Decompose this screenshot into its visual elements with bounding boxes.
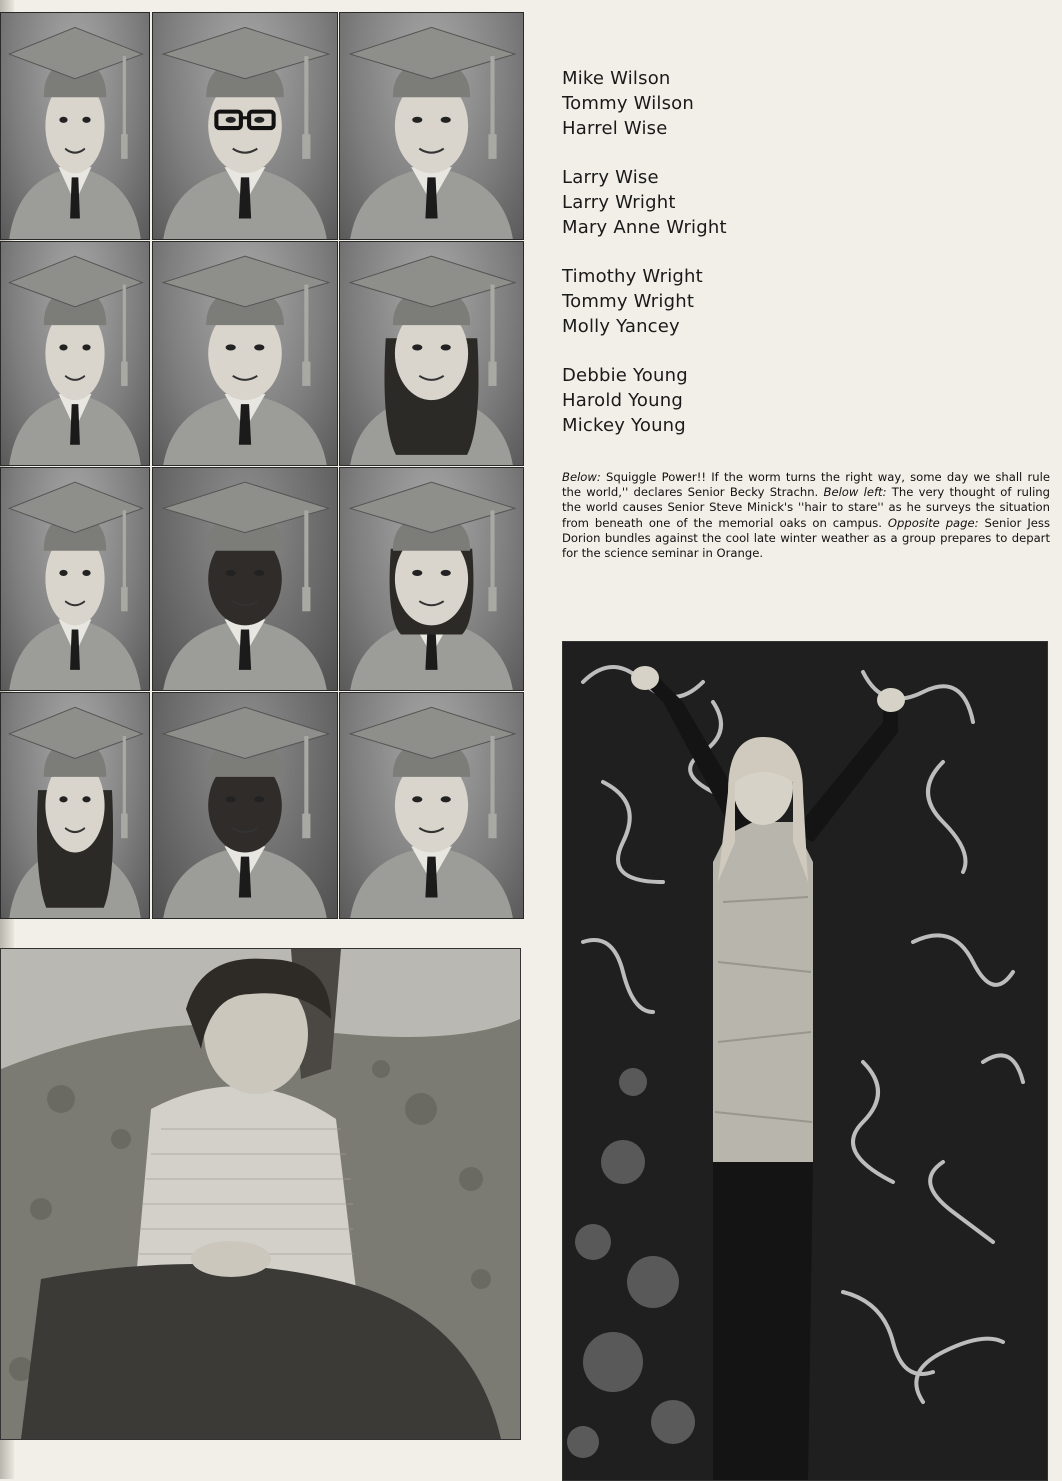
portrait-photo-image bbox=[340, 13, 523, 239]
caption-text-opposite: Senior Jess Dorion bundles against the cool late winter weather as a group prepares to depart for the science seminar in Orange. bbox=[562, 515, 1050, 561]
senior-portrait bbox=[339, 241, 524, 466]
senior-portrait bbox=[152, 241, 338, 466]
senior-portrait-grid bbox=[0, 12, 526, 917]
senior-portrait bbox=[152, 12, 338, 240]
senior-portrait bbox=[0, 12, 150, 240]
oak-tree-scene-image bbox=[1, 949, 520, 1439]
student-name: Molly Yancey bbox=[562, 316, 680, 337]
senior-portrait bbox=[152, 467, 338, 691]
photo-squiggle-power bbox=[562, 641, 1048, 1481]
senior-portrait bbox=[0, 692, 150, 919]
student-name: Mickey Young bbox=[562, 415, 686, 436]
portrait-photo-image bbox=[340, 693, 523, 918]
student-name: Harold Young bbox=[562, 390, 683, 411]
portrait-photo-image bbox=[340, 468, 523, 690]
senior-portrait bbox=[0, 467, 150, 691]
student-name: Debbie Young bbox=[562, 365, 688, 386]
caption-text-below-left: The very thought of ruling the world causes Senior Steve Minick's ''hair to stare'' as he surveys the situation from beneath one of the memorial oaks on campus. bbox=[562, 485, 1050, 530]
student-name: Mary Anne Wright bbox=[562, 217, 727, 238]
portrait-photo-image bbox=[153, 468, 337, 690]
portrait-photo-image bbox=[1, 242, 149, 465]
photo-student-under-oak bbox=[0, 948, 521, 1440]
student-name: Mike Wilson bbox=[562, 68, 671, 89]
name-group bbox=[562, 165, 1022, 240]
senior-portrait bbox=[152, 692, 338, 919]
portrait-photo-image bbox=[340, 242, 523, 465]
student-name: Tommy Wright bbox=[562, 291, 695, 312]
photo-caption bbox=[562, 470, 1050, 561]
student-name: Tommy Wilson bbox=[562, 93, 694, 114]
senior-portrait bbox=[339, 467, 524, 691]
student-name: Harrel Wise bbox=[562, 118, 668, 139]
portrait-photo-image bbox=[1, 468, 149, 690]
portrait-photo-image bbox=[153, 693, 337, 918]
caption-label-below: Below: bbox=[562, 470, 601, 484]
caption-label-opposite: Opposite page: bbox=[887, 515, 979, 530]
student-name: Timothy Wright bbox=[562, 266, 703, 287]
senior-portrait bbox=[339, 692, 524, 919]
squiggle-backdrop-image bbox=[563, 642, 1047, 1480]
caption-label-below-left: Below left: bbox=[823, 485, 887, 500]
name-group bbox=[562, 264, 1022, 339]
caption-text-below: Squiggle Power!! If the worm turns the right way, some day we shall rule the world,'' declares Senior Becky Strachn. bbox=[562, 470, 1050, 500]
portrait-photo-image bbox=[153, 13, 337, 239]
senior-name-list bbox=[562, 66, 1022, 462]
portrait-photo-image bbox=[153, 242, 337, 465]
portrait-photo-image bbox=[1, 13, 149, 239]
name-group bbox=[562, 363, 1022, 438]
portrait-photo-image bbox=[1, 693, 149, 918]
student-name: Larry Wright bbox=[562, 192, 676, 213]
senior-portrait bbox=[0, 241, 150, 466]
senior-portrait bbox=[339, 12, 524, 240]
name-group bbox=[562, 66, 1022, 141]
student-name: Larry Wise bbox=[562, 167, 659, 188]
